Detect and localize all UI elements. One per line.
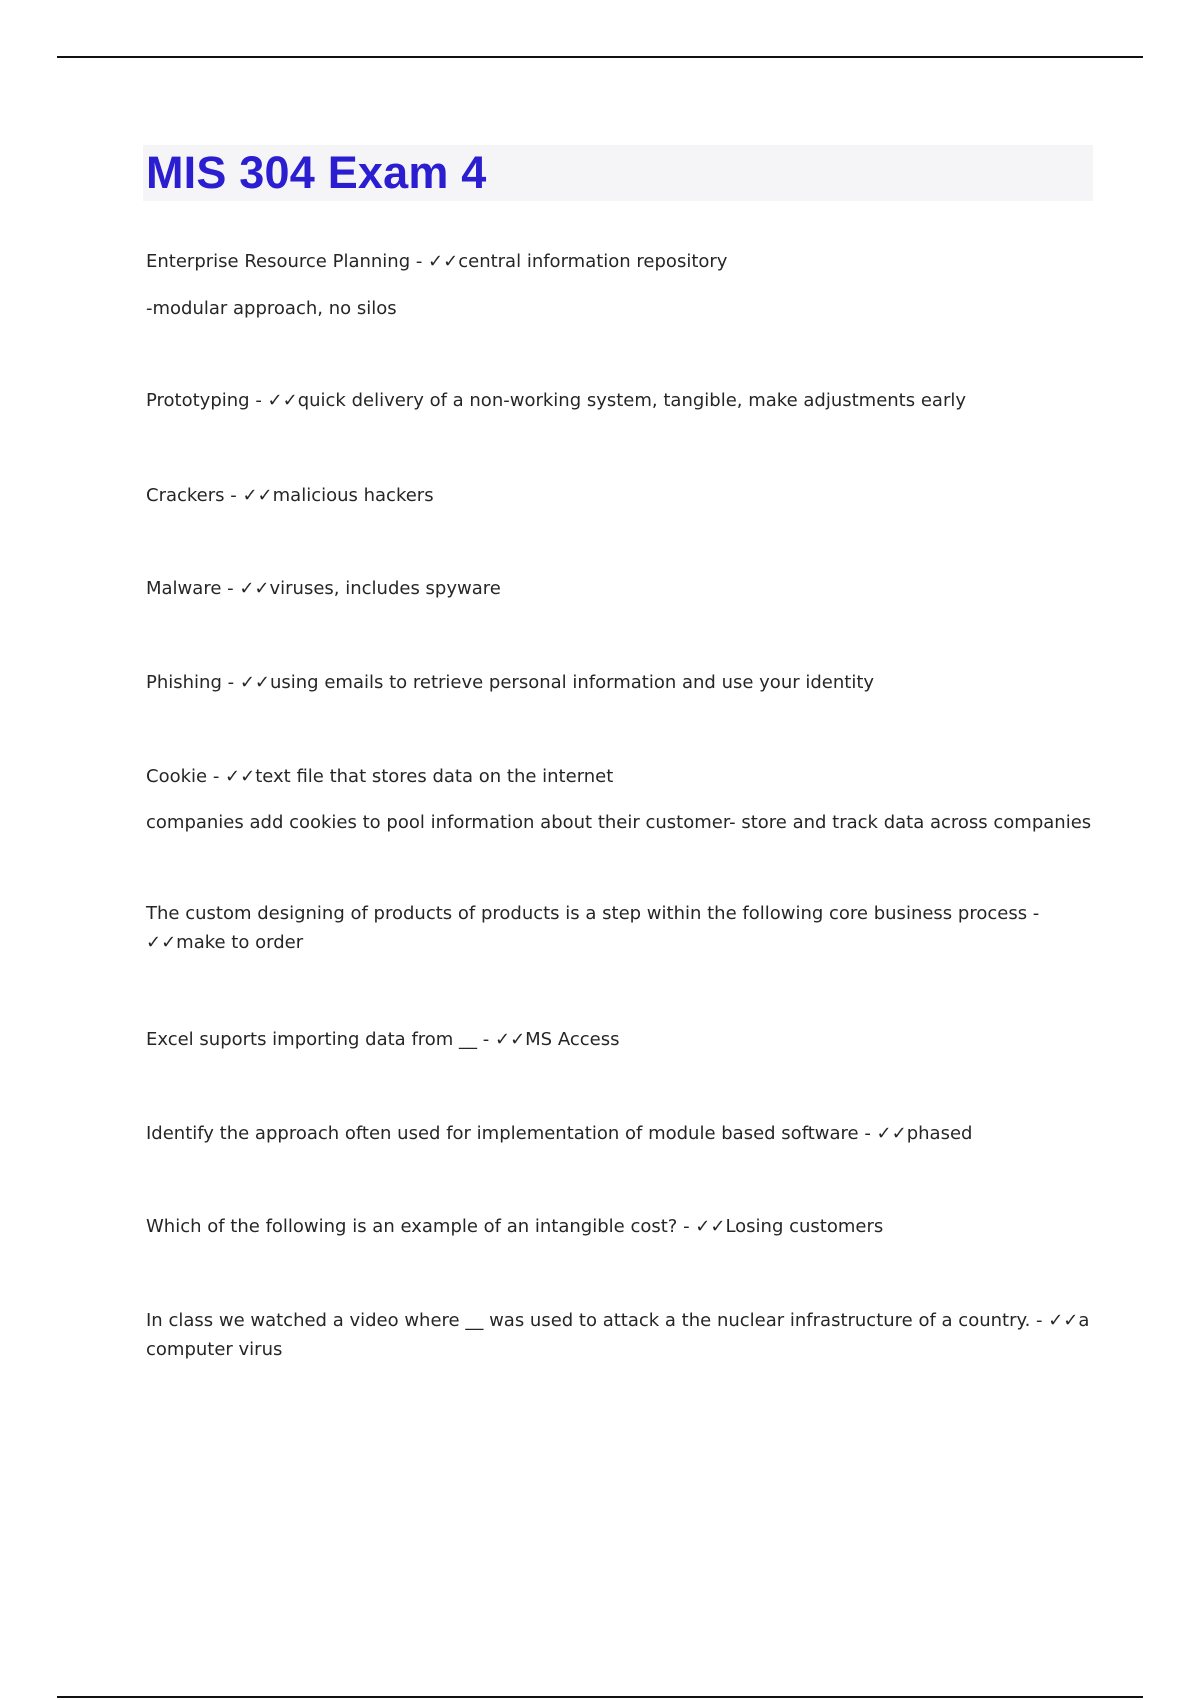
entry-malware: Malware - ✓✓viruses, includes spyware: [146, 578, 501, 599]
entry-phishing: Phishing - ✓✓using emails to retrieve personal information and use your identity: [146, 672, 875, 693]
top-rule: [57, 56, 1143, 58]
page-title: MIS 304 Exam 4: [146, 147, 487, 198]
entry-erp-term: Enterprise Resource Planning - ✓✓central information repository: [146, 251, 728, 272]
entry-intangible-cost: Which of the following is an example of an intangible cost? - ✓✓Losing customers: [146, 1216, 884, 1237]
bottom-rule: [57, 1696, 1143, 1698]
entry-cookie-detail: companies add cookies to pool information about their customer- store and track data across companies: [146, 812, 1092, 833]
entry-erp-detail: -modular approach, no silos: [146, 298, 397, 319]
entry-excel-import: Excel suports importing data from __ - ✓✓MS Access: [146, 1029, 620, 1050]
entry-cookie-term: Cookie - ✓✓text file that stores data on the internet: [146, 766, 614, 787]
entry-custom-designing: The custom designing of products of products is a step within the following core business process - ✓✓make to order: [146, 903, 1040, 953]
entry-module-implementation: Identify the approach often used for implementation of module based software - ✓✓phased: [146, 1123, 973, 1144]
entry-prototyping: Prototyping - ✓✓quick delivery of a non-working system, tangible, make adjustments early: [146, 390, 967, 411]
entry-video-attack: In class we watched a video where __ was used to attack a the nuclear infrastructure of a country. - ✓✓a computer virus: [146, 1310, 1090, 1360]
entry-crackers: Crackers - ✓✓malicious hackers: [146, 485, 434, 506]
